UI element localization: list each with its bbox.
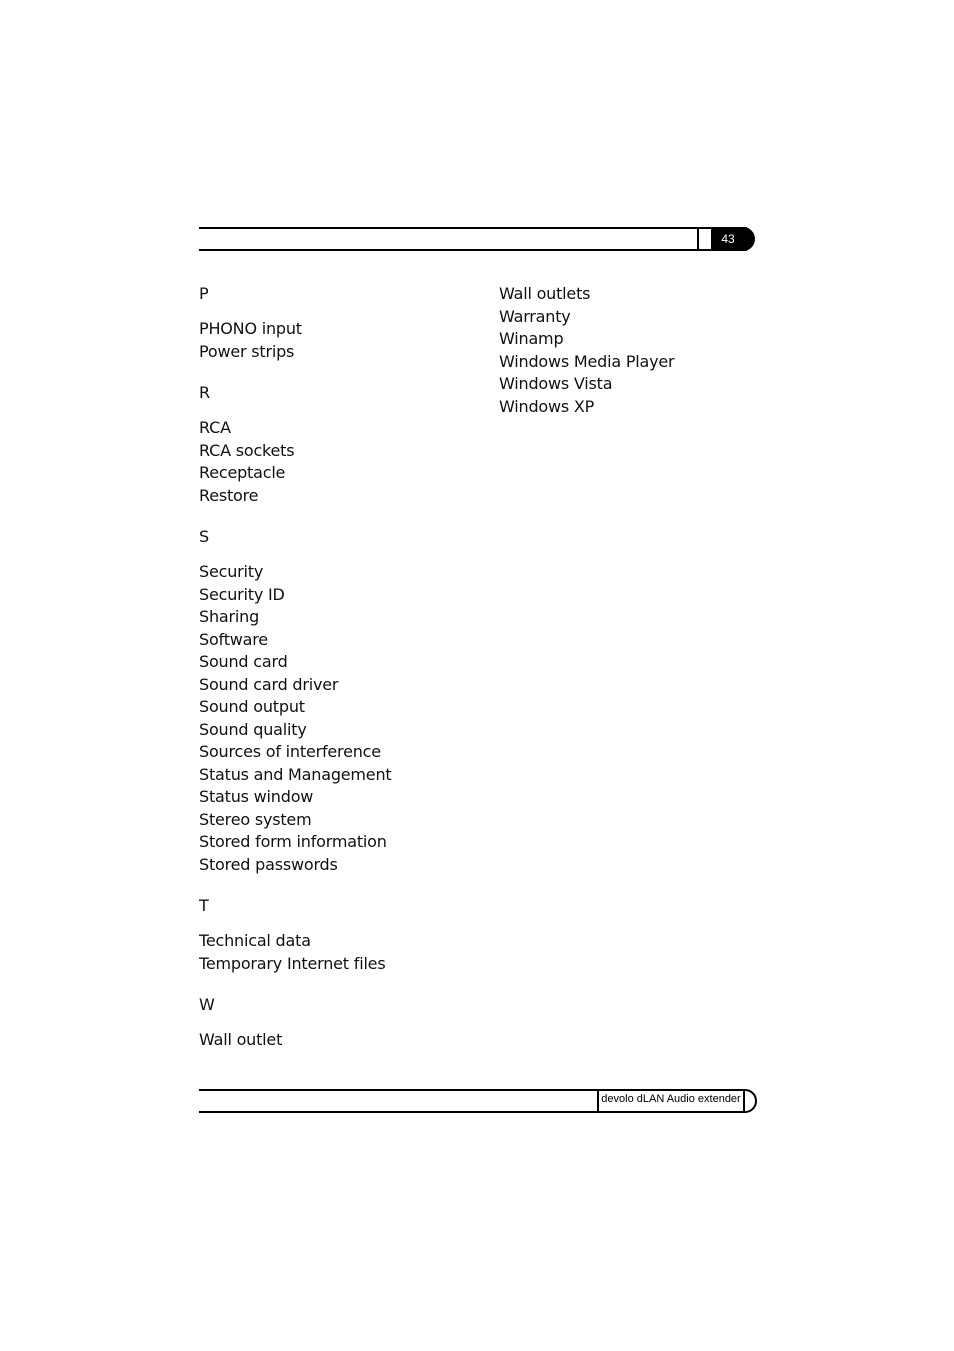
index-section-w [199,994,391,1052]
index-entry: RCA [199,418,231,437]
index-entry: Warranty [499,306,571,326]
index-entry: Security ID [199,584,285,604]
index-entry: Status window [199,787,314,806]
index-entry: Sound output [199,697,305,716]
section-letter: S [199,527,209,546]
index-entry: Wall outlet [199,1030,283,1049]
index-entry: Sharing [199,607,260,626]
section-letter: R [199,383,210,402]
index-entry: Restore [199,485,259,505]
index-entry: Software [199,629,268,649]
header-rule [199,227,697,251]
index-entry: Windows XP [499,396,595,416]
index-entry: Stored passwords [199,854,338,874]
index-entry: Temporary Internet files [199,953,386,973]
index-entry: Technical data [199,931,311,950]
index-entry: Wall outlets [499,284,591,303]
index-entry: Stored form information [199,832,387,851]
section-letter: W [199,995,215,1014]
page-number: 43 [721,232,735,246]
index-entry: Security [199,562,264,581]
footer-document-title: devolo dLAN Audio extender [601,1093,741,1105]
index-section-t [199,895,391,975]
index-section-s [199,526,391,876]
index-entry: Windows Media Player [499,351,675,371]
index-right-column [499,283,674,418]
index-entry: Stereo system [199,809,312,829]
index-section-r [199,382,391,507]
index-entry: RCA sockets [199,440,295,460]
footer-rule [199,1089,597,1113]
index-entry: Sources of interference [199,742,381,761]
index-section-p [199,283,391,363]
index-entry: Receptacle [199,463,286,482]
index-entry: Sound card [199,652,288,671]
index-entry: Status and Management [199,764,392,784]
index-left-column [199,283,391,1052]
section-letter: T [199,896,209,915]
section-letter: P [199,284,209,303]
index-entry: Sound card driver [199,674,339,694]
footer-end-cap [743,1089,757,1113]
index-entry: Sound quality [199,719,307,739]
index-entry: Winamp [499,329,564,348]
index-entry: Power strips [199,341,295,361]
index-entry: Windows Vista [499,374,613,393]
index-entry: PHONO input [199,319,302,338]
